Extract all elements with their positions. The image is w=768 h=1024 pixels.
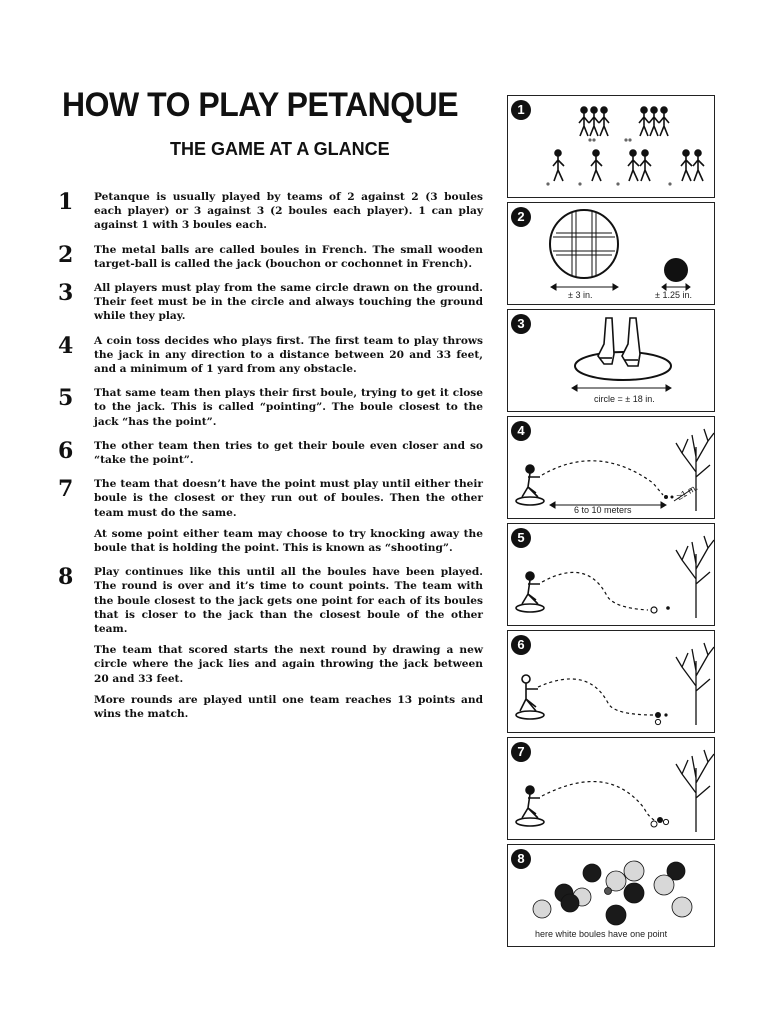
page-subtitle: THE GAME AT A GLANCE — [170, 139, 390, 159]
dark-boule — [583, 864, 601, 882]
crouching-player — [516, 572, 544, 612]
shooting-illustration — [508, 738, 714, 839]
step-text: The other team then tries to get their boule even closer and so “take the point”. — [94, 439, 483, 467]
step-text: The metal balls are called boules in French. The small wooden target-ball is called the jack (bouchon or cochonnet in French). — [94, 243, 483, 270]
panel-2-boule-and-jack — [507, 202, 715, 305]
step-number: 2 — [58, 241, 74, 268]
min-distance-label: ≥1 m. — [675, 482, 700, 502]
panel-5-pointing — [507, 523, 715, 626]
step-text: The team that doesn’t have the point must play until either their boule is the closest or they run out of boules. Then the other team must do the same. — [94, 478, 483, 519]
rules-list — [58, 190, 483, 731]
panel-number-badge: 3 — [511, 314, 531, 334]
crouching-player — [516, 786, 544, 826]
step-text: More rounds are played until one team reaches 13 points and wins the match. — [94, 693, 483, 721]
step-text: All players must play from the same circle drawn on the ground. Their feet must be in the circle and always touching the ground while they play. — [94, 282, 483, 323]
panel-number-badge: 4 — [511, 421, 531, 441]
step-number: 3 — [58, 280, 74, 307]
throw-trajectory — [538, 679, 654, 715]
panel-3-throwing-circle — [507, 309, 715, 412]
jack-size-label: ± 1.25 in. — [655, 290, 692, 300]
counting-caption: here white boules have one point — [535, 929, 668, 939]
panel-1-teams — [507, 95, 715, 198]
crouching-player — [516, 675, 544, 719]
illustration-column — [507, 95, 715, 951]
throw-jack-illustration — [508, 417, 714, 518]
step-number: 4 — [58, 332, 74, 359]
crouching-player — [516, 465, 544, 505]
tree-drawing — [676, 750, 714, 832]
step-text: A coin toss decides who plays first. The first team to play throws the jack in any direction to a distance between 20 and 33 feet, and a minimum of 1 yard from any obstacle. — [94, 334, 483, 376]
step-6 — [58, 439, 483, 467]
white-boule — [624, 861, 644, 881]
tree-drawing — [676, 643, 714, 725]
step-text: That same team then plays their first boule, trying to get it close to the jack. This is called “pointing”. The boule closest to the jack “has the point”. — [94, 387, 483, 428]
panel-6-take-point — [507, 630, 715, 733]
panel-7-shooting — [507, 737, 715, 840]
throw-trajectory — [542, 572, 648, 610]
step-2 — [58, 243, 483, 271]
boule-drawing — [550, 210, 618, 278]
panel-number-badge: 2 — [511, 207, 531, 227]
panel-number-badge: 5 — [511, 528, 531, 548]
step-5 — [58, 386, 483, 429]
boule — [663, 819, 668, 824]
take-point-illustration — [508, 631, 714, 732]
dark-boule — [624, 883, 644, 903]
step-number: 1 — [58, 189, 74, 215]
white-boule — [533, 900, 551, 918]
step-3 — [58, 281, 483, 324]
throw-trajectory — [542, 782, 654, 820]
panel-8-counting — [507, 844, 715, 947]
step-text: Petanque is usually played by teams of 2 against 2 (3 boules each player) or 3 against 3 (2 boules each player). 1 can play against 1 with 3 boules each. — [94, 191, 483, 232]
page-title: HOW TO PLAY PETANQUE — [62, 86, 459, 124]
boule — [651, 821, 657, 827]
circle-size-label: circle = ± 18 in. — [594, 394, 655, 404]
step-4 — [58, 334, 483, 377]
step-text: At some point either team may choose to try knocking away the boule that is holding the point. This is known as “shooting”. — [94, 527, 483, 555]
pointing-illustration — [508, 524, 714, 625]
jack — [605, 888, 612, 895]
panel-number-badge: 7 — [511, 742, 531, 762]
step-text: Play continues like this until all the boules have been played. The round is over and it’s time to count points. The team with the boule closest to the jack gets one point for each of its boules that is closer to the jack than the closest boule of the other team. — [94, 566, 483, 636]
step-8 — [58, 565, 483, 721]
boule — [657, 817, 663, 823]
step-number: 6 — [58, 437, 74, 464]
dark-boule — [606, 905, 626, 925]
players-illustration — [508, 96, 714, 197]
step-7 — [58, 477, 483, 555]
jack-on-ground — [664, 495, 674, 499]
step-number: 7 — [58, 476, 74, 503]
white-boule — [654, 875, 674, 895]
panel-number-badge: 6 — [511, 635, 531, 655]
step-1 — [58, 190, 483, 233]
distance-label: 6 to 10 meters — [574, 505, 632, 515]
boule — [655, 719, 660, 724]
step-text: The team that scored starts the next round by drawing a new circle where the jack lies and again throwing the jack between 20 and 33 feet. — [94, 644, 483, 685]
boules-on-ground — [546, 138, 671, 185]
step-number: 5 — [58, 385, 74, 412]
jack — [664, 713, 667, 716]
throw-trajectory — [542, 461, 663, 495]
boule — [655, 712, 661, 718]
panel-number-badge: 1 — [511, 100, 531, 120]
jack-drawing — [664, 258, 688, 282]
boule — [651, 607, 657, 613]
boule-jack-illustration — [508, 203, 714, 304]
jack — [666, 606, 670, 610]
panel-4-throw-jack — [507, 416, 715, 519]
boule-size-label: ± 3 in. — [568, 290, 593, 300]
white-boule — [672, 897, 692, 917]
player-figure — [553, 107, 704, 181]
tree-drawing — [676, 536, 714, 618]
dark-boule — [561, 894, 579, 912]
panel-number-badge: 8 — [511, 849, 531, 869]
step-number: 8 — [58, 564, 74, 591]
